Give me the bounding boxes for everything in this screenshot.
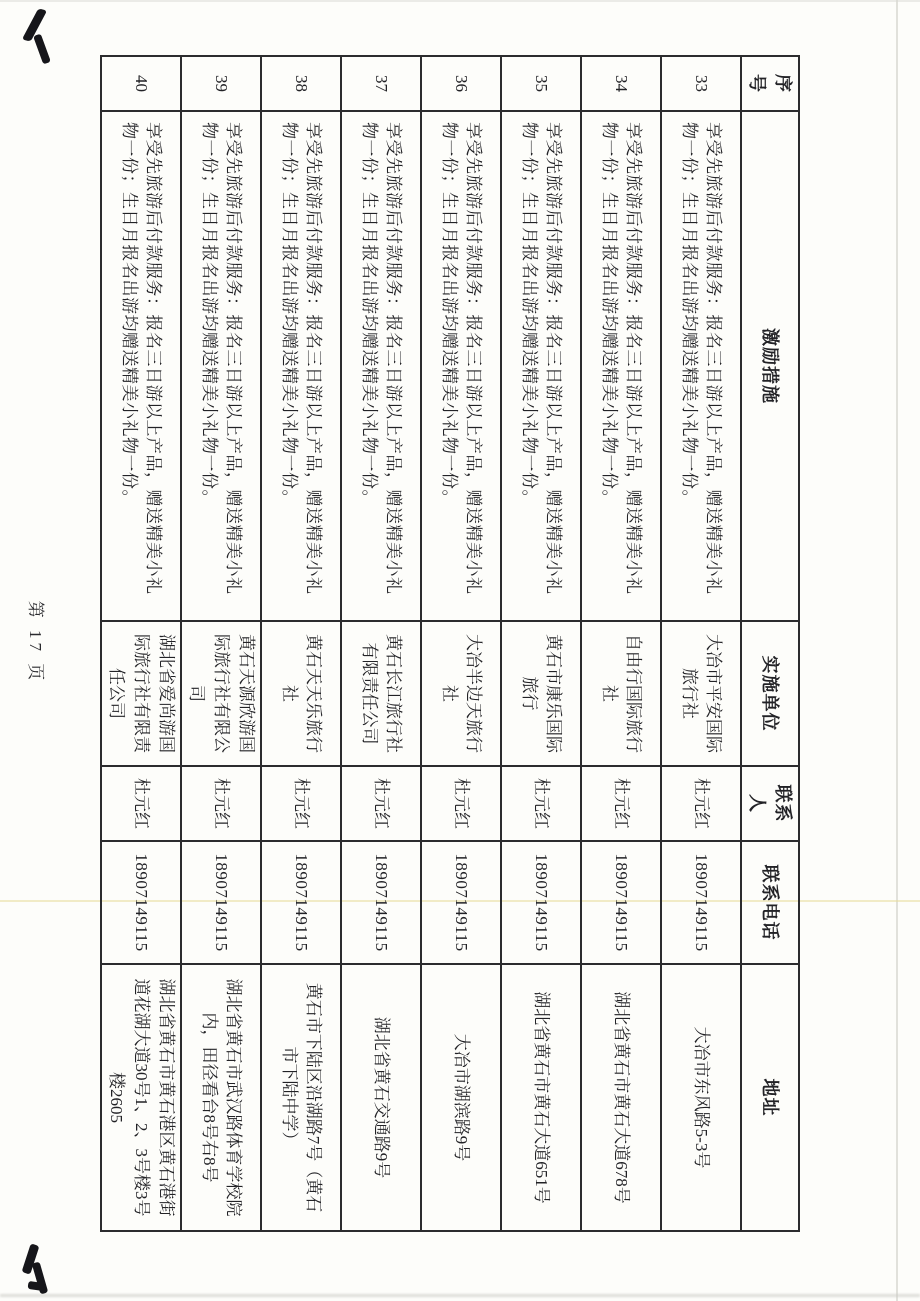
header-serial-number: 序号 — [741, 56, 799, 111]
serial-number-cell: 39 — [181, 56, 261, 111]
serial-number-cell: 36 — [421, 56, 501, 111]
serial-number-cell: 40 — [101, 56, 181, 111]
phone-cell: 18907149115 — [581, 841, 661, 964]
table-row — [181, 56, 261, 1231]
table-row — [661, 56, 741, 1231]
header-address: 地址 — [741, 964, 799, 1231]
unit-cell: 黄石市康乐国际旅行 — [501, 621, 581, 766]
measure-cell: 享受先旅游后付款服务：报名三日游以上产品，赠送精美小礼物一份；生日月报名出游均赠送精美小礼物一份。 — [501, 111, 581, 621]
unit-cell: 湖北省爱尚游国际旅行社有限责任公司 — [101, 621, 181, 766]
table-row — [341, 56, 421, 1231]
header-contact-phone: 联系电话 — [741, 841, 799, 964]
contact-cell: 杜元红 — [421, 766, 501, 841]
measure-cell: 享受先旅游后付款服务：报名三日游以上产品，赠送精美小礼物一份；生日月报名出游均赠送精美小礼物一份。 — [421, 111, 501, 621]
page-number: 第 17 页 — [25, 600, 45, 685]
measure-cell: 享受先旅游后付款服务：报名三日游以上产品，赠送精美小礼物一份；生日月报名出游均赠送精美小礼物一份。 — [261, 111, 341, 621]
unit-cell: 自由行国际旅行社 — [581, 621, 661, 766]
phone-cell: 18907149115 — [181, 841, 261, 964]
phone-cell: 18907149115 — [101, 841, 181, 964]
incentive-measures-table — [100, 55, 800, 1232]
header-contact-person: 联系人 — [741, 766, 799, 841]
unit-cell: 大冶市平安国际旅行社 — [661, 621, 741, 766]
unit-cell: 大冶半边天旅行社 — [421, 621, 501, 766]
unit-cell: 黄石长江旅行社有限责任公司 — [341, 621, 421, 766]
scan-edge-bottom — [0, 1294, 920, 1297]
address-cell: 湖北省黄石交通路9号 — [341, 964, 421, 1231]
serial-number-cell: 35 — [501, 56, 581, 111]
measure-cell: 享受先旅游后付款服务：报名三日游以上产品，赠送精美小礼物一份；生日月报名出游均赠送精美小礼物一份。 — [341, 111, 421, 621]
measure-cell: 享受先旅游后付款服务：报名三日游以上产品，赠送精美小礼物一份；生日月报名出游均赠送精美小礼物一份。 — [181, 111, 261, 621]
contact-cell: 杜元红 — [501, 766, 581, 841]
contact-cell: 杜元红 — [661, 766, 741, 841]
table-row — [421, 56, 501, 1231]
contact-cell: 杜元红 — [101, 766, 181, 841]
header-implementing-unit: 实施单位 — [741, 621, 799, 766]
address-cell: 湖北省黄石市黄石港区黄石港街道花湖大道30号1、2、3号楼3号楼2605 — [101, 964, 181, 1231]
header-incentive-measure: 激励措施 — [741, 111, 799, 621]
table-row — [261, 56, 341, 1231]
table-row — [581, 56, 661, 1231]
phone-cell: 18907149115 — [661, 841, 741, 964]
table-header-row — [741, 56, 799, 1231]
serial-number-cell: 37 — [341, 56, 421, 111]
phone-cell: 18907149115 — [341, 841, 421, 964]
phone-cell: 18907149115 — [421, 841, 501, 964]
scan-edge-top — [0, 0, 920, 2]
address-cell: 湖北省黄石市黄石大道651号 — [501, 964, 581, 1231]
phone-cell: 18907149115 — [501, 841, 581, 964]
table-row — [101, 56, 181, 1231]
serial-number-cell: 38 — [261, 56, 341, 111]
contact-cell: 杜元红 — [181, 766, 261, 841]
ink-mark — [28, 1281, 45, 1291]
document-page-content — [25, 55, 800, 1230]
measure-cell: 享受先旅游后付款服务：报名三日游以上产品，赠送精美小礼物一份；生日月报名出游均赠送精美小礼物一份。 — [661, 111, 741, 621]
measure-cell: 享受先旅游后付款服务：报名三日游以上产品，赠送精美小礼物一份；生日月报名出游均赠送精美小礼物一份。 — [581, 111, 661, 621]
rotated-page-region — [25, 55, 800, 1230]
scan-edge-right — [896, 0, 898, 1301]
address-cell: 大冶市东风路5-3号 — [661, 964, 741, 1231]
address-cell: 大冶市湖滨路9号 — [421, 964, 501, 1231]
unit-cell: 黄石天源欣游国际旅行社有限公司 — [181, 621, 261, 766]
unit-cell: 黄石天天乐旅行社 — [261, 621, 341, 766]
address-cell: 黄石市下陆区沿湖路7号（黄石市下陆中学） — [261, 964, 341, 1231]
address-cell: 湖北省黄石市武汉路体育学校院内，田径看台8号右8号 — [181, 964, 261, 1231]
serial-number-cell: 33 — [661, 56, 741, 111]
phone-cell: 18907149115 — [261, 841, 341, 964]
contact-cell: 杜元红 — [261, 766, 341, 841]
contact-cell: 杜元红 — [581, 766, 661, 841]
measure-cell: 享受先旅游后付款服务：报名三日游以上产品，赠送精美小礼物一份；生日月报名出游均赠送精美小礼物一份。 — [101, 111, 181, 621]
address-cell: 湖北省黄石市黄石大道678号 — [581, 964, 661, 1231]
contact-cell: 杜元红 — [341, 766, 421, 841]
serial-number-cell: 34 — [581, 56, 661, 111]
table-row — [501, 56, 581, 1231]
